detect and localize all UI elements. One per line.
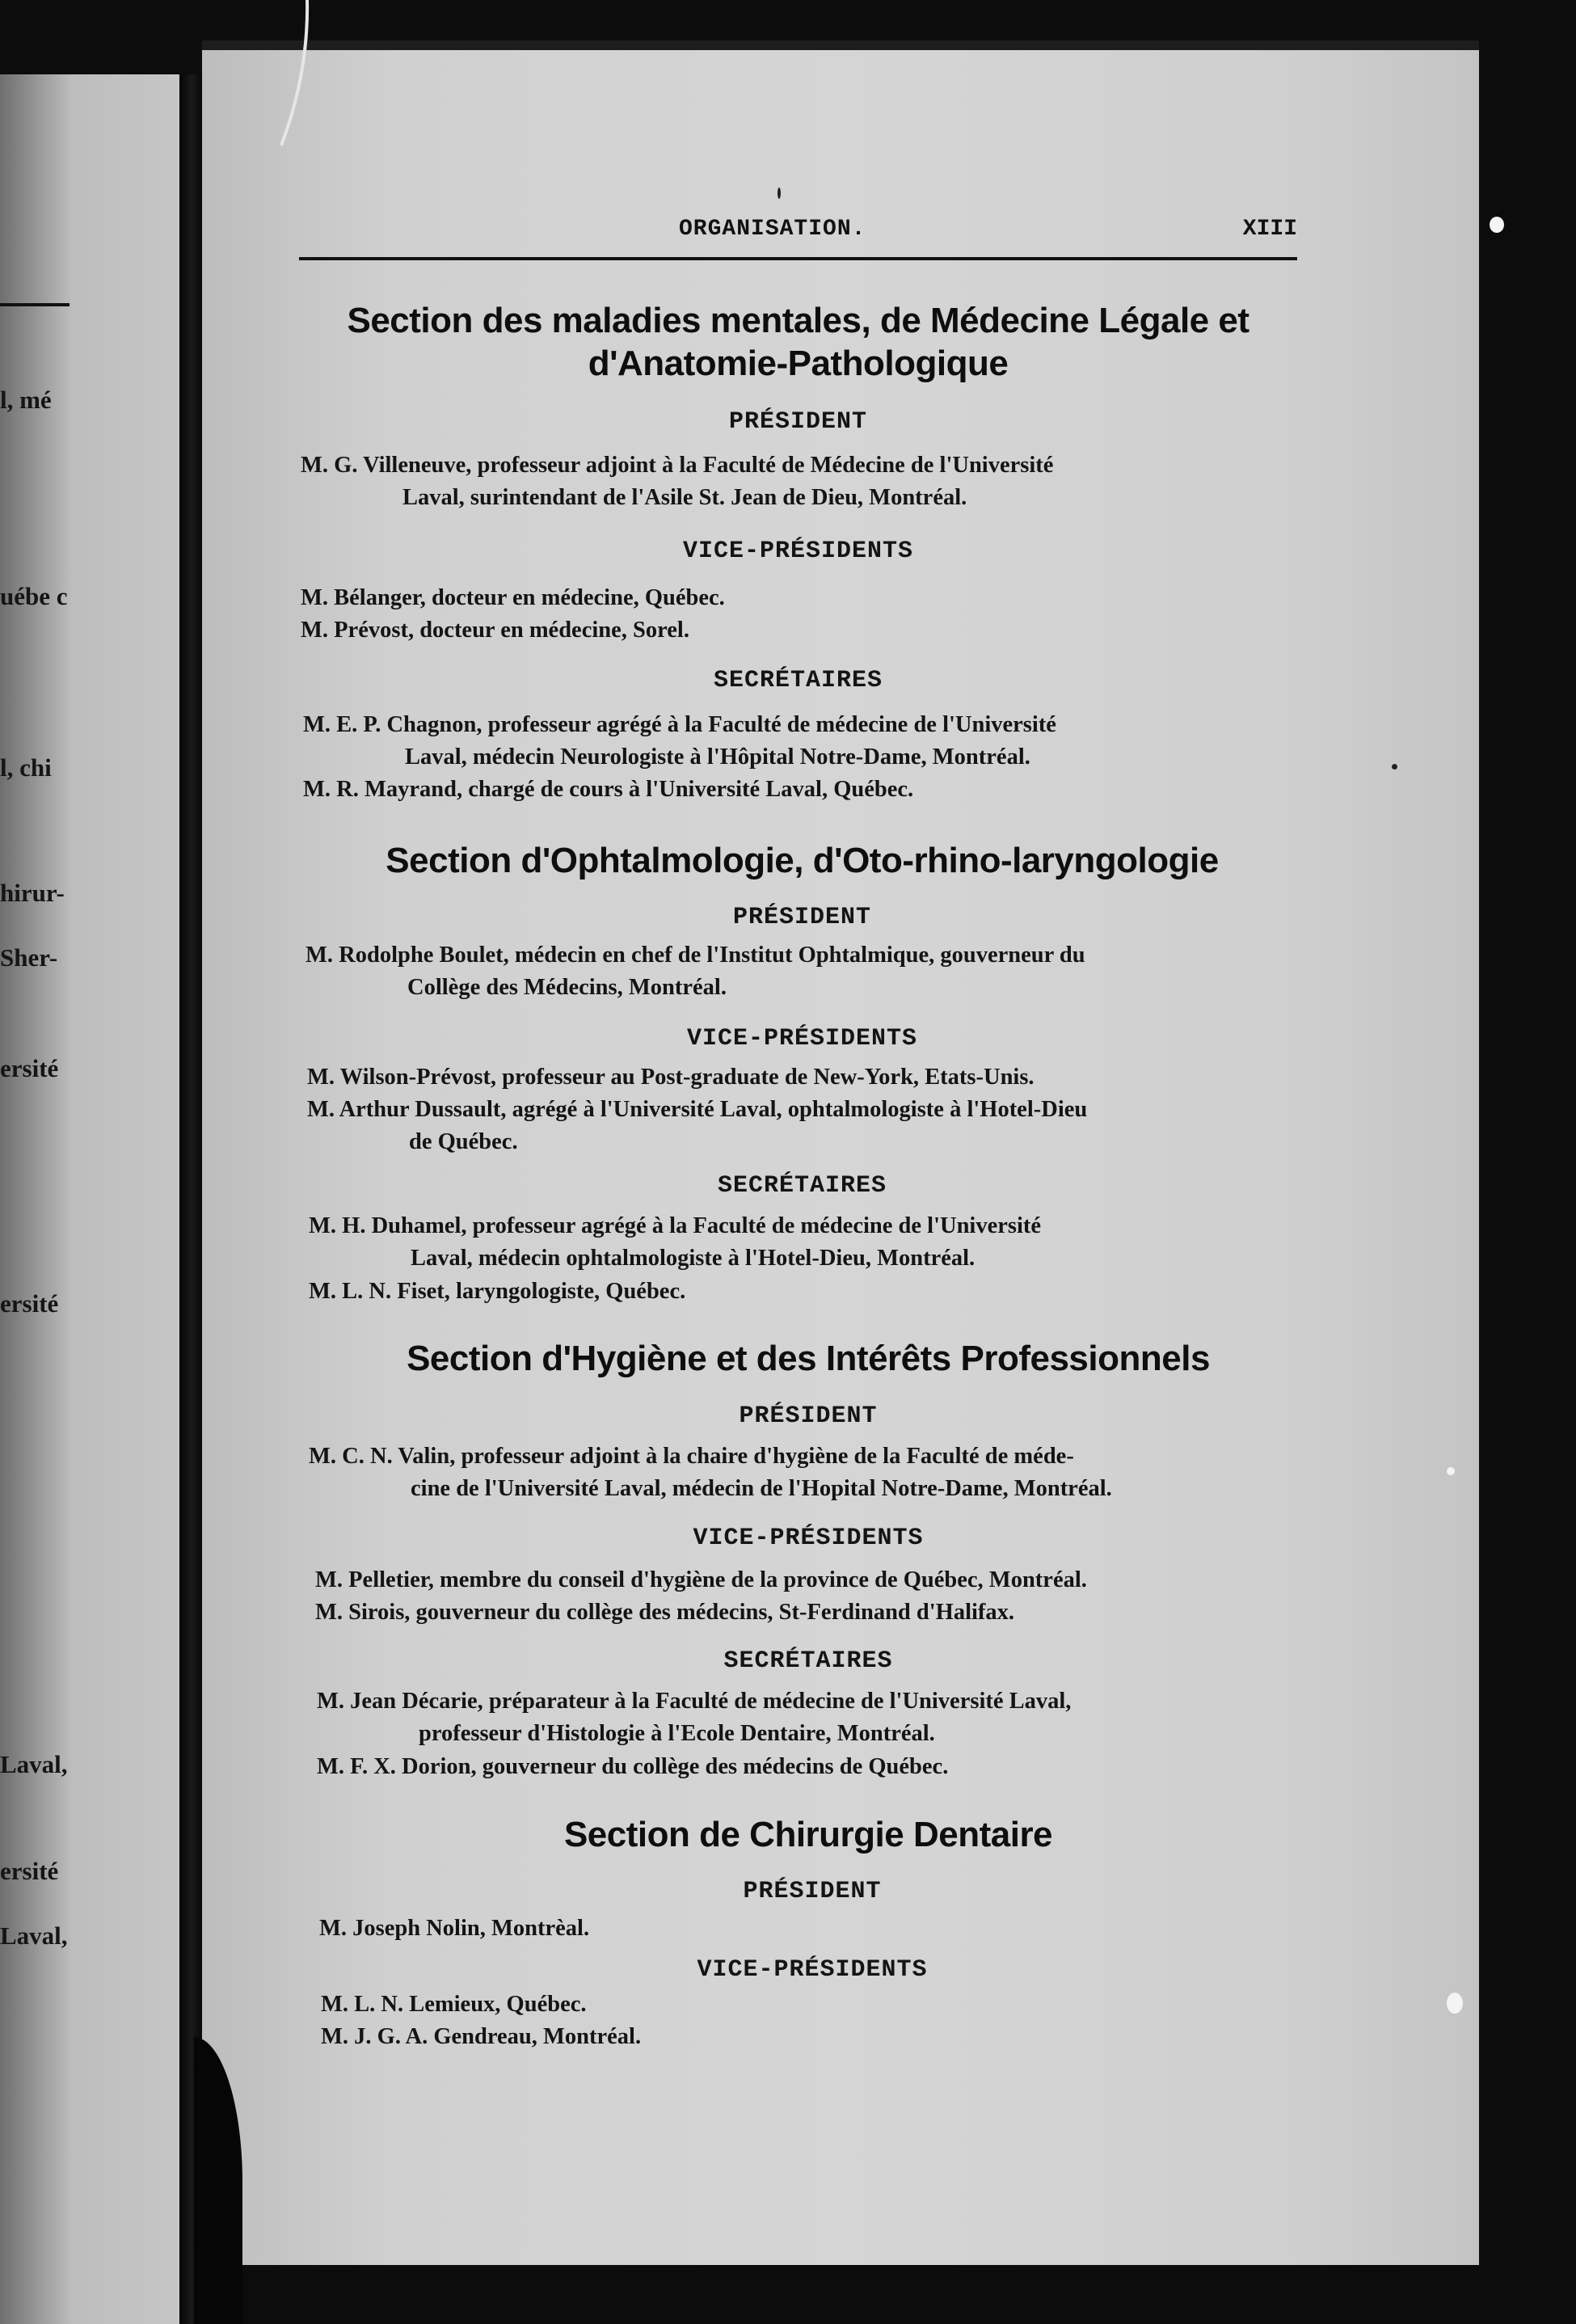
book-spine <box>179 74 204 2324</box>
previous-page-fragment <box>0 74 179 2324</box>
member-entry <box>315 1564 1087 1596</box>
section-heading: Section des maladies mentales, de Médecine Légale et <box>347 301 1249 340</box>
entry-line: M. L. N. Lemieux, Québec. <box>321 1992 587 2017</box>
previous-page-rule <box>0 303 70 306</box>
member-entry <box>301 614 689 647</box>
previous-page-text: uébe c <box>0 582 68 610</box>
entry-line: M. L. N. Fiset, laryngologiste, Québec. <box>309 1279 686 1304</box>
entry-line: M. E. P. Chagnon, professeur agrégé à la Faculté de médecine de l'Université <box>303 712 1056 737</box>
group-label: VICE-PRÉSIDENTS <box>686 1025 918 1052</box>
previous-page-text: ersité <box>0 1054 59 1082</box>
scan-speck <box>777 188 781 199</box>
entry-line: M. Jean Décarie, préparateur à la Faculté de médecine de l'Université Laval, <box>317 1689 1072 1714</box>
member-entry <box>321 1989 587 2021</box>
previous-page-text: Laval, <box>0 1750 68 1778</box>
member-entry <box>317 1685 1071 1750</box>
scan-speck <box>1447 1993 1463 2014</box>
entry-line: M. H. Duhamel, professeur agrégé à la Faculté de médecine de l'Université <box>309 1213 1042 1238</box>
header-rule <box>299 257 1297 260</box>
entry-line: M. Wilson-Prévost, professeur au Post-graduate de New-York, Etats-Unis. <box>307 1065 1035 1090</box>
scan-speck <box>1447 1467 1455 1475</box>
member-entry <box>307 1094 1087 1158</box>
previous-page-text: ersité <box>0 1857 59 1885</box>
section-heading: Section d'Hygiène et des Intérêts Professionnels <box>407 1339 1210 1378</box>
entry-line: M. Sirois, gouverneur du collège des médecins, St-Ferdinand d'Halifax. <box>315 1600 1015 1625</box>
page-number: XIII <box>1242 217 1297 242</box>
scan-speck <box>1490 217 1504 233</box>
group-label: PRÉSIDENT <box>728 408 868 436</box>
scan-hair-artifact <box>275 0 323 154</box>
entry-line: M. Arthur Dussault, agrégé à l'Université Laval, ophtalmologiste à l'Hotel-Dieu <box>307 1097 1088 1122</box>
member-entry <box>319 1913 589 1945</box>
running-header <box>299 217 1297 249</box>
entry-line: Laval, médecin Neurologiste à l'Hôpital Notre-Dame, Montréal. <box>405 744 1030 770</box>
scan-speck <box>1392 764 1397 770</box>
member-entry <box>321 2021 641 2053</box>
entry-line: cine de l'Université Laval, médecin de l'Hopital Notre-Dame, Montréal. <box>411 1476 1112 1501</box>
group-label: PRÉSIDENT <box>739 1402 878 1430</box>
member-entry <box>309 1276 685 1308</box>
entry-line: Laval, surintendant de l'Asile St. Jean de Dieu, Montréal. <box>402 485 967 510</box>
entry-line: Collège des Médecins, Montréal. <box>407 975 727 1000</box>
entry-line: M. Rodolphe Boulet, médecin en chef de l'Institut Ophtalmique, gouverneur du <box>306 943 1085 968</box>
entry-line: M. Bélanger, docteur en médecine, Québec. <box>301 585 725 610</box>
member-entry <box>301 449 1053 514</box>
member-entry <box>301 582 725 614</box>
previous-page-text: l, chi <box>0 753 52 782</box>
group-label: SECRÉTAIRES <box>717 1172 887 1200</box>
group-label: VICE-PRÉSIDENTS <box>693 1525 924 1552</box>
entry-line: M. F. X. Dorion, gouverneur du collège des médecins de Québec. <box>317 1754 949 1779</box>
previous-page-text: hirur- <box>0 879 65 907</box>
previous-page-text: Sher- <box>0 943 58 972</box>
entry-line: de Québec. <box>409 1129 518 1154</box>
previous-page-text: ersité <box>0 1289 59 1318</box>
entry-line: M. G. Villeneuve, professeur adjoint à la Faculté de Médecine de l'Université <box>301 453 1054 478</box>
member-entry <box>307 1061 1035 1094</box>
member-entry <box>315 1596 1014 1629</box>
group-label: SECRÉTAIRES <box>723 1647 893 1675</box>
entry-line: M. R. Mayrand, chargé de cours à l'Université Laval, Québec. <box>303 777 914 802</box>
section-heading: Section de Chirurgie Dentaire <box>563 1815 1053 1854</box>
entry-line: M. J. G. A. Gendreau, Montréal. <box>321 2024 642 2049</box>
previous-page-text: Laval, <box>0 1921 68 1950</box>
section-heading: Section d'Ophtalmologie, d'Oto-rhino-laryngologie <box>386 841 1219 880</box>
previous-page-text: l, mé <box>0 386 52 414</box>
entry-line: professeur d'Histologie à l'Ecole Dentaire, Montréal. <box>419 1721 935 1746</box>
entry-line: M. C. N. Valin, professeur adjoint à la chaire d'hygiène de la Faculté de méde- <box>309 1444 1074 1469</box>
group-label: SECRÉTAIRES <box>713 667 883 694</box>
member-entry <box>317 1751 948 1783</box>
group-label: PRÉSIDENT <box>743 1878 882 1905</box>
entry-line: M. Prévost, docteur en médecine, Sorel. <box>301 618 689 643</box>
running-title: ORGANISATION. <box>679 217 866 242</box>
member-entry <box>309 1210 1041 1275</box>
group-label: PRÉSIDENT <box>732 904 872 931</box>
member-entry <box>309 1440 1112 1505</box>
member-entry <box>303 774 913 806</box>
section-heading: d'Anatomie-Pathologique <box>588 344 1009 383</box>
entry-line: M. Pelletier, membre du conseil d'hygiène de la province de Québec, Montréal. <box>315 1567 1087 1592</box>
member-entry <box>306 939 1085 1004</box>
member-entry <box>303 709 1056 774</box>
entry-line: Laval, médecin ophtalmologiste à l'Hotel-Dieu, Montréal. <box>411 1246 976 1271</box>
group-label: VICE-PRÉSIDENTS <box>682 538 914 565</box>
entry-line: M. Joseph Nolin, Montrèal. <box>319 1916 590 1941</box>
group-label: VICE-PRÉSIDENTS <box>697 1956 928 1984</box>
